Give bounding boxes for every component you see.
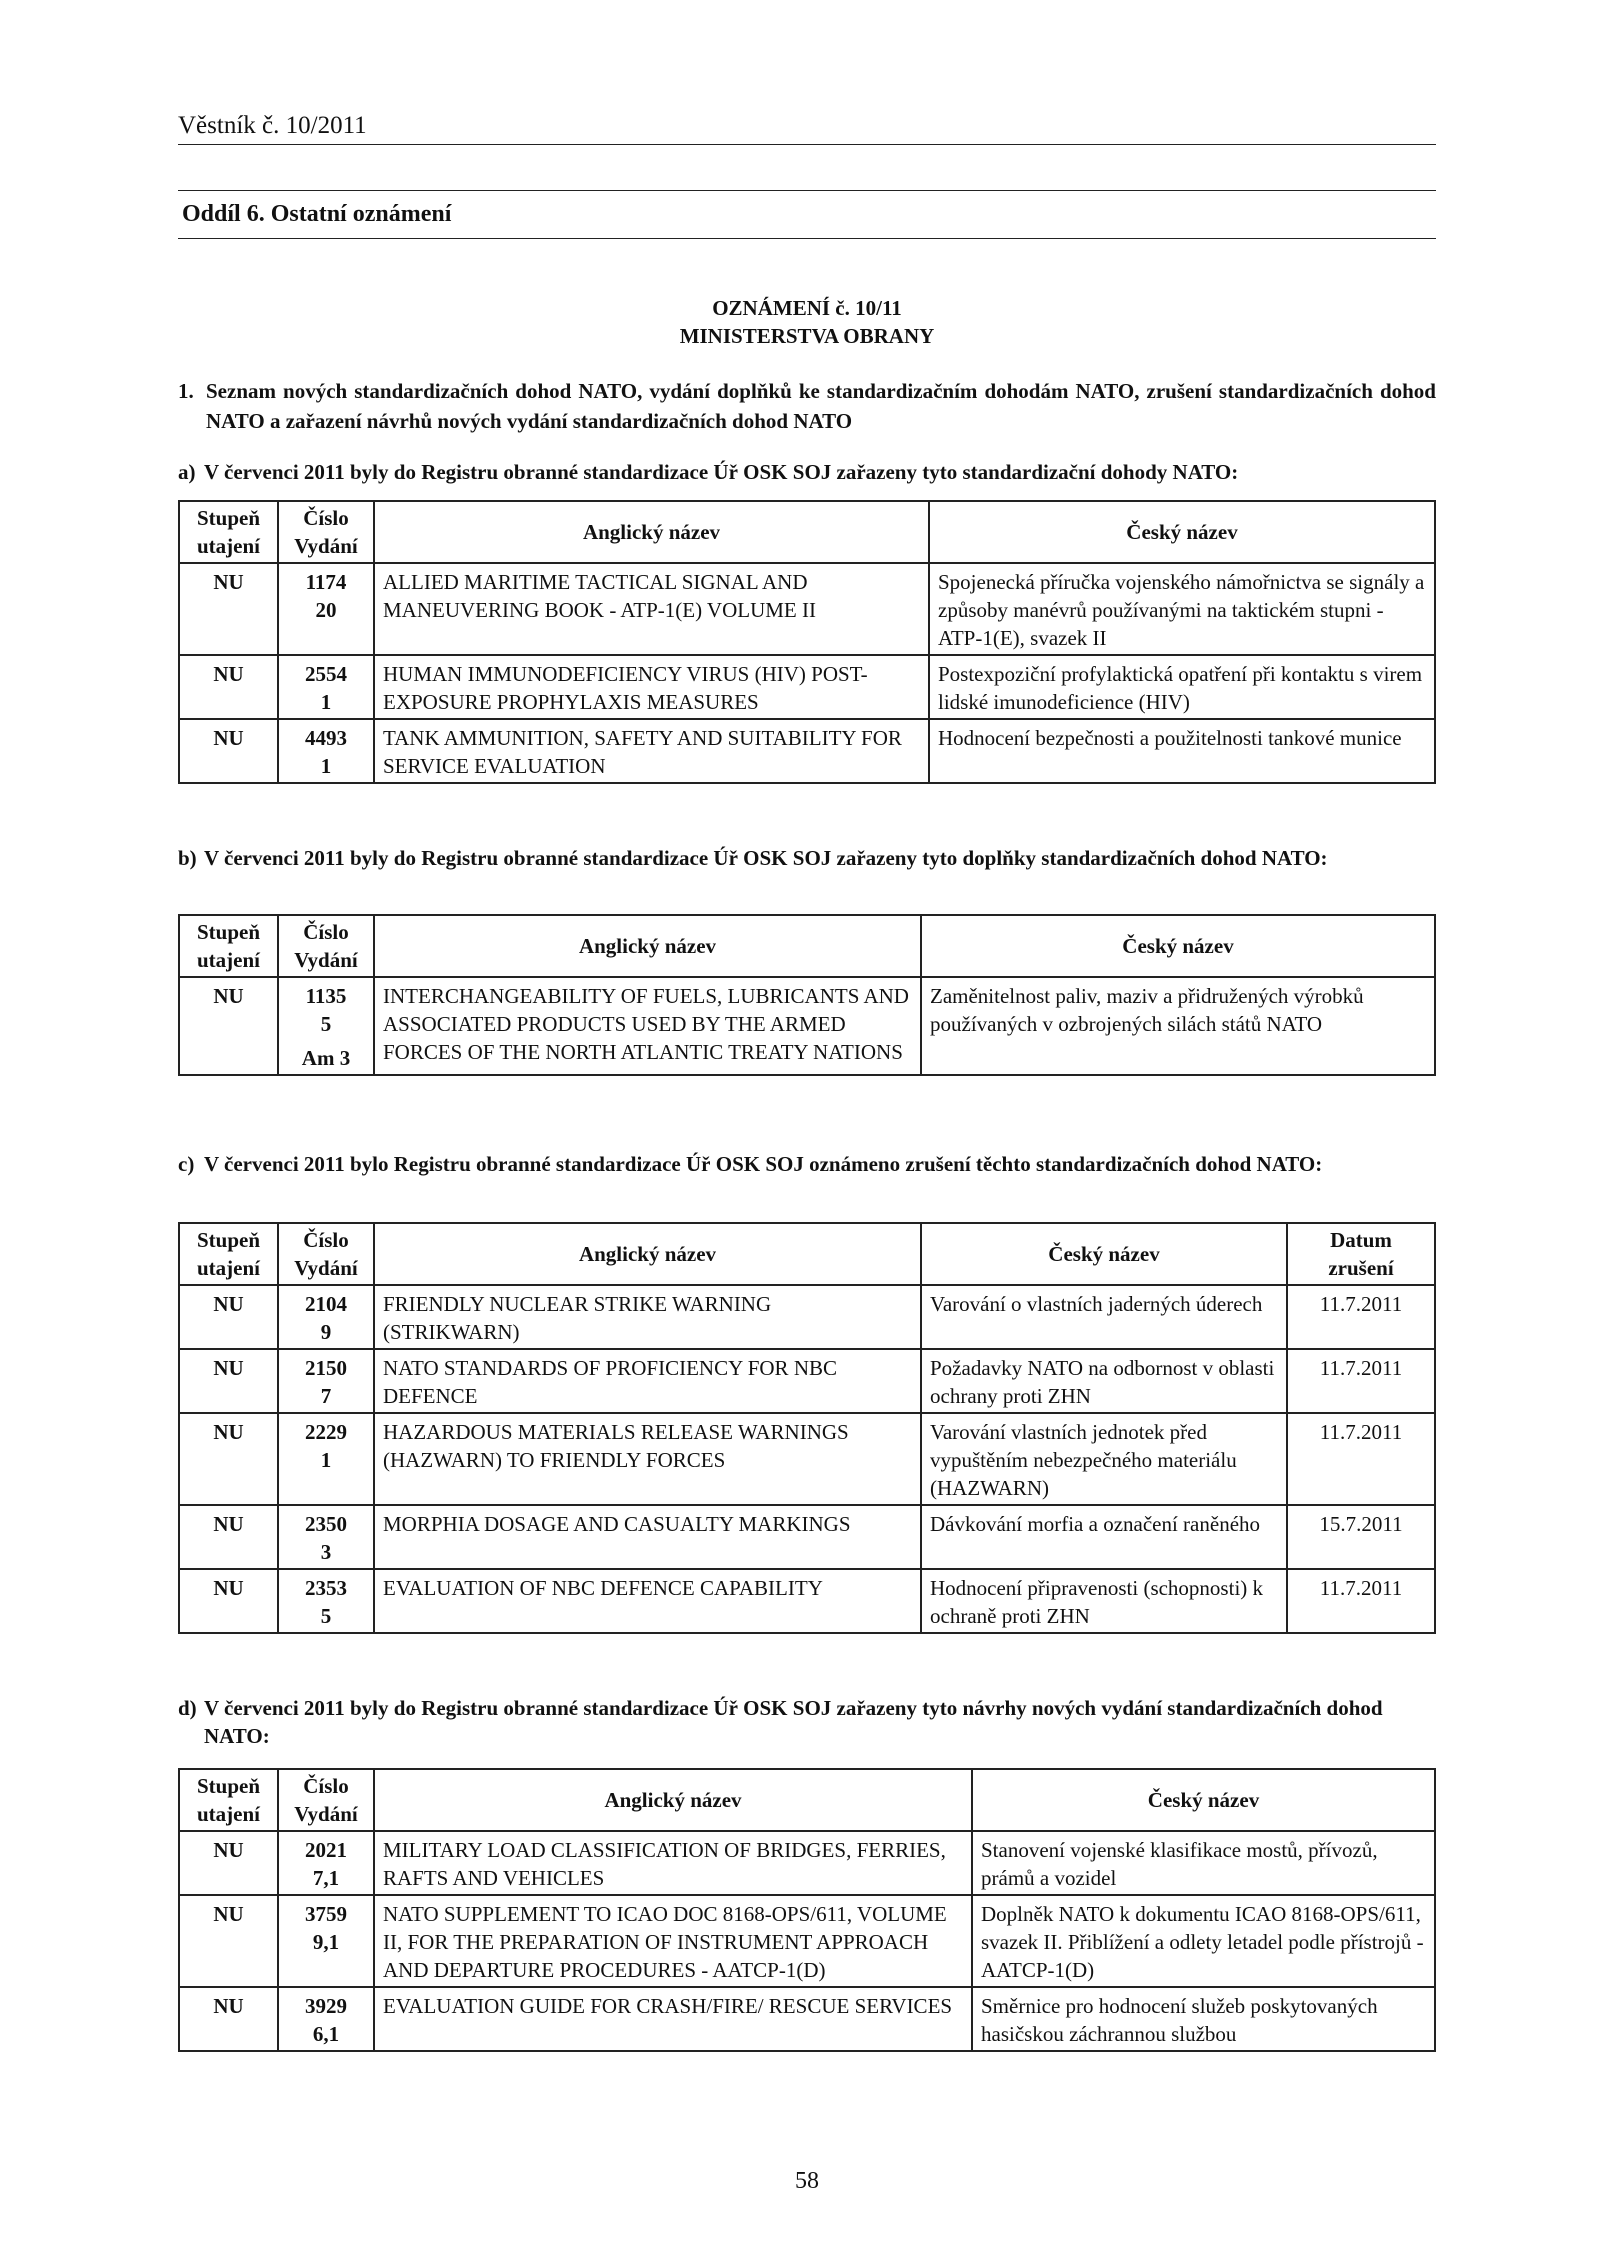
table-row (179, 1505, 1435, 1569)
table-row (179, 1987, 1435, 2051)
classification-cell: NU (179, 1505, 278, 1569)
table-row (179, 1831, 1435, 1895)
english-title-cell: NATO SUPPLEMENT TO ICAO DOC 8168-OPS/611, VOLUME II, FOR THE PREPARATION OF INSTRUMENT APPROACH AND DEPARTURE PROCEDURES - AATCP-1(D) (374, 1895, 972, 1987)
english-title-cell: FRIENDLY NUCLEAR STRIKE WARNING (STRIKWARN) (374, 1285, 921, 1349)
edition-number: 7,1 (312, 1866, 340, 1890)
table-row (179, 1285, 1435, 1349)
section-d-text: V červenci 2011 byly do Registru obranné standardizace Úř OSK SOJ zařazeny tyto návrhy nových vydání standardizačních dohod NATO: (204, 1696, 1383, 1748)
col-english-header: Anglický název (374, 915, 921, 977)
standard-number-cell (278, 1831, 374, 1895)
standard-number-cell (278, 1349, 374, 1413)
classification-cell: NU (179, 1987, 278, 2051)
col-number-header: Číslo Vydání (278, 915, 374, 977)
classification-cell: NU (179, 977, 278, 1075)
table-section-b (178, 914, 1436, 1076)
col-czech-header: Český název (929, 501, 1435, 563)
english-title-cell: EVALUATION GUIDE FOR CRASH/FIRE/ RESCUE SERVICES (374, 1987, 972, 2051)
col-class-header: Stupeň utajení (179, 501, 278, 563)
standard-number-cell (278, 977, 374, 1075)
classification-cell: NU (179, 655, 278, 719)
col-czech-header: Český název (972, 1769, 1435, 1831)
stanag-number: 1174 (305, 570, 347, 594)
section-c-heading (178, 1150, 1436, 1178)
english-title-cell: MILITARY LOAD CLASSIFICATION OF BRIDGES, FERRIES, RAFTS AND VEHICLES (374, 1831, 972, 1895)
cancellation-date-cell: 11.7.2011 (1287, 1569, 1435, 1633)
standard-number-cell (278, 1569, 374, 1633)
standard-number-cell (278, 719, 374, 783)
classification-cell: NU (179, 719, 278, 783)
intro-number: 1. (178, 379, 194, 403)
table-header-row (179, 1223, 1435, 1285)
stanag-number: 3929 (305, 1994, 347, 2018)
table-header-row (179, 501, 1435, 563)
edition-number: 20 (315, 598, 337, 622)
section-d-heading (178, 1694, 1436, 1750)
czech-title-cell: Hodnocení připravenosti (schopnosti) k ochraně proti ZHN (921, 1569, 1287, 1633)
col-czech-header: Český název (921, 1223, 1287, 1285)
notice-issuer: MINISTERSTVA OBRANY (679, 324, 935, 348)
czech-title-cell: Požadavky NATO na odbornost v oblasti ochrany proti ZHN (921, 1349, 1287, 1413)
edition-number: 1 (320, 1448, 332, 1472)
col-number-header: Číslo Vydání (278, 501, 374, 563)
section-b-label: b) (178, 846, 197, 870)
running-header: Věstník č. 10/2011 (178, 112, 1436, 145)
table-section-c (178, 1222, 1436, 1634)
table-row (179, 1895, 1435, 1987)
stanag-number: 2150 (305, 1356, 347, 1380)
standard-number-cell (278, 1987, 374, 2051)
table-row (179, 563, 1435, 655)
section-title: Oddíl 6. Ostatní oznámení (178, 190, 1436, 239)
edition-number: 5 (320, 1604, 332, 1628)
edition-number: 7 (320, 1384, 332, 1408)
standard-number-cell (278, 1895, 374, 1987)
edition-number: 1 (320, 754, 332, 778)
classification-cell: NU (179, 1831, 278, 1895)
cancellation-date-cell: 11.7.2011 (1287, 1413, 1435, 1505)
english-title-cell: NATO STANDARDS OF PROFICIENCY FOR NBC DEFENCE (374, 1349, 921, 1413)
standard-number-cell (278, 1505, 374, 1569)
english-title-cell: MORPHIA DOSAGE AND CASUALTY MARKINGS (374, 1505, 921, 1569)
intro-paragraph (178, 376, 1436, 436)
edition-number: 6,1 (312, 2022, 340, 2046)
czech-title-cell: Varování vlastních jednotek před vypuštěním nebezpečného materiálu (HAZWARN) (921, 1413, 1287, 1505)
table-section-d (178, 1768, 1436, 2052)
english-title-cell: EVALUATION OF NBC DEFENCE CAPABILITY (374, 1569, 921, 1633)
notice-heading (178, 294, 1436, 350)
cancellation-date-cell: 11.7.2011 (1287, 1349, 1435, 1413)
cancellation-date-cell: 11.7.2011 (1287, 1285, 1435, 1349)
czech-title-cell: Stanovení vojenské klasifikace mostů, přívozů, prámů a vozidel (972, 1831, 1435, 1895)
edition-number: 9 (320, 1320, 332, 1344)
stanag-number: 2350 (305, 1512, 347, 1536)
edition-number: 1 (320, 690, 332, 714)
edition-number: 9,1 (312, 1930, 340, 1954)
czech-title-cell: Postexpoziční profylaktická opatření při kontaktu s virem lidské imunodeficience (HIV) (929, 655, 1435, 719)
col-number-header: Číslo Vydání (278, 1223, 374, 1285)
english-title-cell: HUMAN IMMUNODEFICIENCY VIRUS (HIV) POST-EXPOSURE PROPHYLAXIS MEASURES (374, 655, 929, 719)
col-number-header: Číslo Vydání (278, 1769, 374, 1831)
col-english-header: Anglický název (374, 1223, 921, 1285)
col-english-header: Anglický název (374, 1769, 972, 1831)
czech-title-cell: Dávkování morfia a označení raněného (921, 1505, 1287, 1569)
standard-number-cell (278, 563, 374, 655)
section-a-label: a) (178, 460, 196, 484)
table-row (179, 1413, 1435, 1505)
standard-number-cell (278, 1413, 374, 1505)
czech-title-cell: Varování o vlastních jaderných úderech (921, 1285, 1287, 1349)
classification-cell: NU (179, 1413, 278, 1505)
table-row (179, 719, 1435, 783)
table-header-row (179, 915, 1435, 977)
stanag-number: 2229 (305, 1420, 347, 1444)
notice-title: OZNÁMENÍ č. 10/11 (712, 296, 902, 320)
table-section-a (178, 500, 1436, 784)
section-b-heading (178, 844, 1436, 872)
col-date-header: Datum zrušení (1287, 1223, 1435, 1285)
page-number: 58 (795, 2168, 819, 2194)
czech-title-cell: Hodnocení bezpečnosti a použitelnosti tankové munice (929, 719, 1435, 783)
stanag-number: 2021 (305, 1838, 347, 1862)
intro-text: Seznam nových standardizačních dohod NATO, vydání doplňků ke standardizačním dohodám NATO, zrušení standardizačních dohod NATO a zařazení návrhů nových vydání standardizačních dohod NATO (206, 379, 1436, 433)
czech-title-cell: Směrnice pro hodnocení služeb poskytovaných hasičskou záchrannou službou (972, 1987, 1435, 2051)
czech-title-cell: Spojenecká příručka vojenského námořnictva se signály a způsoby manévrů používanými na taktickém stupni - ATP-1(E), svazek II (929, 563, 1435, 655)
table-header-row (179, 1769, 1435, 1831)
amendment-number: Am 3 (301, 1046, 351, 1070)
section-b-text: V červenci 2011 byly do Registru obranné standardizace Úř OSK SOJ zařazeny tyto doplňky standardizačních dohod NATO: (204, 846, 1328, 870)
col-czech-header: Český název (921, 915, 1435, 977)
standard-number-cell (278, 1285, 374, 1349)
col-class-header: Stupeň utajení (179, 1769, 278, 1831)
english-title-cell: HAZARDOUS MATERIALS RELEASE WARNINGS (HAZWARN) TO FRIENDLY FORCES (374, 1413, 921, 1505)
col-class-header: Stupeň utajení (179, 915, 278, 977)
czech-title-cell: Doplněk NATO k dokumentu ICAO 8168-OPS/611, svazek II. Přiblížení a odlety letadel podle přístrojů - AATCP-1(D) (972, 1895, 1435, 1987)
edition-number: 3 (320, 1540, 332, 1564)
col-english-header: Anglický název (374, 501, 929, 563)
table-row (179, 1569, 1435, 1633)
table-row (179, 977, 1435, 1075)
table-row (179, 655, 1435, 719)
section-a-heading (178, 458, 1436, 486)
section-d-label: d) (178, 1696, 197, 1720)
classification-cell: NU (179, 1895, 278, 1987)
standard-number-cell (278, 655, 374, 719)
stanag-number: 2353 (305, 1576, 347, 1600)
stanag-number: 1135 (305, 984, 347, 1008)
english-title-cell: ALLIED MARITIME TACTICAL SIGNAL AND MANEUVERING BOOK - ATP-1(E) VOLUME II (374, 563, 929, 655)
edition-number: 5 (320, 1012, 332, 1036)
table-row (179, 1349, 1435, 1413)
section-a-text: V červenci 2011 byly do Registru obranné standardizace Úř OSK SOJ zařazeny tyto standardizační dohody NATO: (204, 460, 1239, 484)
classification-cell: NU (179, 1285, 278, 1349)
stanag-number: 2554 (305, 662, 347, 686)
section-c-text: V červenci 2011 bylo Registru obranné standardizace Úř OSK SOJ oznámeno zrušení těchto standardizačních dohod NATO: (204, 1152, 1323, 1176)
classification-cell: NU (179, 1349, 278, 1413)
czech-title-cell: Zaměnitelnost paliv, maziv a přidružených výrobků používaných v ozbrojených silách států NATO (921, 977, 1435, 1075)
english-title-cell: INTERCHANGEABILITY OF FUELS, LUBRICANTS AND ASSOCIATED PRODUCTS USED BY THE ARMED FORCES OF THE NORTH ATLANTIC TREATY NATIONS (374, 977, 921, 1075)
english-title-cell: TANK AMMUNITION, SAFETY AND SUITABILITY FOR SERVICE EVALUATION (374, 719, 929, 783)
classification-cell: NU (179, 1569, 278, 1633)
classification-cell: NU (179, 563, 278, 655)
section-c-label: c) (178, 1152, 195, 1176)
stanag-number: 4493 (305, 726, 347, 750)
stanag-number: 3759 (305, 1902, 347, 1926)
stanag-number: 2104 (305, 1292, 347, 1316)
col-class-header: Stupeň utajení (179, 1223, 278, 1285)
cancellation-date-cell: 15.7.2011 (1287, 1505, 1435, 1569)
